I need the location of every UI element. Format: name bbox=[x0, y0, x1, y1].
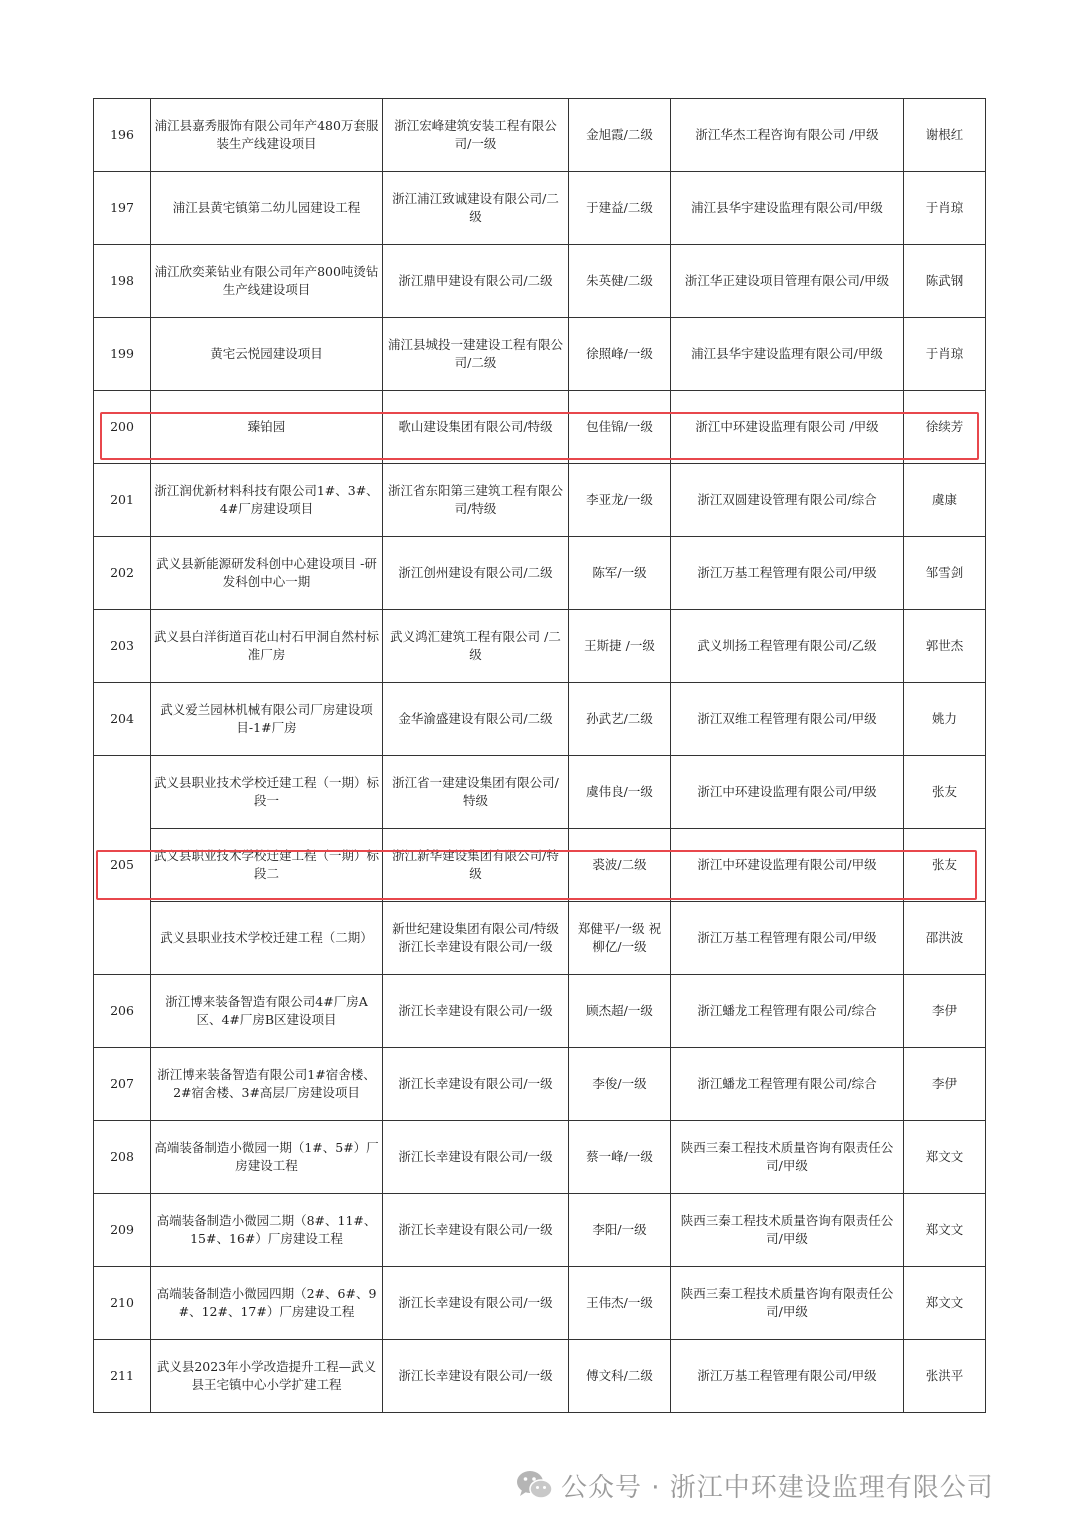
chief-supervisor: 李伊 bbox=[904, 975, 986, 1048]
chief-supervisor: 于肖琼 bbox=[904, 172, 986, 245]
table-row bbox=[94, 318, 986, 391]
project-manager: 郑健平/一级 祝柳亿/一级 bbox=[569, 902, 671, 975]
chief-supervisor: 邹雪剑 bbox=[904, 537, 986, 610]
row-number: 211 bbox=[94, 1340, 151, 1413]
project-name: 臻铂园 bbox=[151, 391, 383, 464]
chief-supervisor: 邵洪波 bbox=[904, 902, 986, 975]
contractor: 浙江长幸建设有限公司/一级 bbox=[383, 975, 569, 1048]
contractor: 浦江县城投一建建设工程有限公司/二级 bbox=[383, 318, 569, 391]
project-name: 武义县新能源研发科创中心建设项目 -研发科创中心一期 bbox=[151, 537, 383, 610]
chief-supervisor: 郑文文 bbox=[904, 1194, 986, 1267]
highlight-box-row-205-section-2 bbox=[96, 850, 977, 900]
watermark bbox=[515, 1462, 1055, 1508]
table-row bbox=[94, 1194, 986, 1267]
project-name: 武义县白洋街道百花山村石甲洞自然村标准厂房 bbox=[151, 610, 383, 683]
table-row bbox=[94, 610, 986, 683]
row-number: 207 bbox=[94, 1048, 151, 1121]
table-row bbox=[94, 464, 986, 537]
chief-supervisor: 张友 bbox=[904, 756, 986, 829]
chief-supervisor: 谢根红 bbox=[904, 99, 986, 172]
project-manager: 朱英健/二级 bbox=[569, 245, 671, 318]
supervision-company: 陕西三秦工程技术质量咨询有限责任公司/甲级 bbox=[671, 1194, 904, 1267]
contractor: 浙江宏峰建筑安装工程有限公司/一级 bbox=[383, 99, 569, 172]
row-number: 197 bbox=[94, 172, 151, 245]
project-manager: 王斯捷 /一级 bbox=[569, 610, 671, 683]
table-row bbox=[94, 756, 986, 829]
chief-supervisor: 郭世杰 bbox=[904, 610, 986, 683]
project-manager: 李俊/一级 bbox=[569, 1048, 671, 1121]
project-manager: 王伟杰/一级 bbox=[569, 1267, 671, 1340]
project-table bbox=[93, 98, 986, 1413]
project-manager: 虞伟良/一级 bbox=[569, 756, 671, 829]
row-number: 203 bbox=[94, 610, 151, 683]
project-manager: 陈军/一级 bbox=[569, 537, 671, 610]
supervision-company: 浙江中环建设监理有限公司/甲级 bbox=[671, 756, 904, 829]
table-row bbox=[94, 902, 986, 975]
supervision-company: 浙江中环建设监理有限公司/甲级 bbox=[671, 829, 904, 902]
supervision-company: 浙江万基工程管理有限公司/甲级 bbox=[671, 1340, 904, 1413]
table-row bbox=[94, 245, 986, 318]
supervision-company: 浙江华杰工程咨询有限公司 /甲级 bbox=[671, 99, 904, 172]
supervision-company: 浙江万基工程管理有限公司/甲级 bbox=[671, 537, 904, 610]
supervision-company: 陕西三秦工程技术质量咨询有限责任公司/甲级 bbox=[671, 1121, 904, 1194]
contractor: 武义鸿汇建筑工程有限公司 /二级 bbox=[383, 610, 569, 683]
contractor: 浙江长幸建设有限公司/一级 bbox=[383, 1048, 569, 1121]
contractor: 浙江省东阳第三建筑工程有限公司/特级 bbox=[383, 464, 569, 537]
row-number: 210 bbox=[94, 1267, 151, 1340]
project-name: 浦江县嘉秀服饰有限公司年产480万套服装生产线建设项目 bbox=[151, 99, 383, 172]
supervision-company: 武义圳扬工程管理有限公司/乙级 bbox=[671, 610, 904, 683]
contractor: 浙江浦江致诚建设有限公司/二级 bbox=[383, 172, 569, 245]
project-manager: 徐照峰/一级 bbox=[569, 318, 671, 391]
chief-supervisor: 陈武钢 bbox=[904, 245, 986, 318]
row-number: 205 bbox=[94, 756, 151, 975]
chief-supervisor: 徐续芳 bbox=[904, 391, 986, 464]
project-manager: 蔡一峰/一级 bbox=[569, 1121, 671, 1194]
chief-supervisor: 郑文文 bbox=[904, 1121, 986, 1194]
supervision-company: 浙江华正建设项目管理有限公司/甲级 bbox=[671, 245, 904, 318]
row-number: 200 bbox=[94, 391, 151, 464]
project-manager: 包佳锦/一级 bbox=[569, 391, 671, 464]
project-manager: 裘波/二级 bbox=[569, 829, 671, 902]
contractor: 新世纪建设集团有限公司/特级 浙江长幸建设有限公司/一级 bbox=[383, 902, 569, 975]
contractor: 浙江长幸建设有限公司/一级 bbox=[383, 1194, 569, 1267]
project-manager: 金旭霞/二级 bbox=[569, 99, 671, 172]
table-row bbox=[94, 683, 986, 756]
row-number: 204 bbox=[94, 683, 151, 756]
project-name: 高端装备制造小微园一期（1#、5#）厂房建设工程 bbox=[151, 1121, 383, 1194]
row-number: 199 bbox=[94, 318, 151, 391]
project-name: 高端装备制造小微园二期（8#、11#、15#、16#）厂房建设工程 bbox=[151, 1194, 383, 1267]
chief-supervisor: 姚力 bbox=[904, 683, 986, 756]
chief-supervisor: 于肖琼 bbox=[904, 318, 986, 391]
project-name: 黄宅云悦园建设项目 bbox=[151, 318, 383, 391]
chief-supervisor: 虞康 bbox=[904, 464, 986, 537]
contractor: 浙江鼎甲建设有限公司/二级 bbox=[383, 245, 569, 318]
project-name: 武义县职业技术学校迁建工程（一期）标段一 bbox=[151, 756, 383, 829]
supervision-company: 浦江县华宇建设监理有限公司/甲级 bbox=[671, 318, 904, 391]
table-row bbox=[94, 1340, 986, 1413]
supervision-company: 浙江双圆建设管理有限公司/综合 bbox=[671, 464, 904, 537]
project-manager: 顾杰超/一级 bbox=[569, 975, 671, 1048]
table-row bbox=[94, 172, 986, 245]
contractor: 浙江长幸建设有限公司/一级 bbox=[383, 1121, 569, 1194]
contractor: 歌山建设集团有限公司/特级 bbox=[383, 391, 569, 464]
project-manager: 孙武艺/二级 bbox=[569, 683, 671, 756]
project-name: 浙江博来装备智造有限公司1#宿舍楼、2#宿舍楼、3#高层厂房建设项目 bbox=[151, 1048, 383, 1121]
project-manager: 于建益/二级 bbox=[569, 172, 671, 245]
row-number: 206 bbox=[94, 975, 151, 1048]
row-number: 201 bbox=[94, 464, 151, 537]
supervision-company: 浙江蟠龙工程管理有限公司/综合 bbox=[671, 1048, 904, 1121]
project-name: 浙江润优新材料科技有限公司1#、3#、4#厂房建设项目 bbox=[151, 464, 383, 537]
project-name: 浙江博来装备智造有限公司4#厂房A区、4#厂房B区建设项目 bbox=[151, 975, 383, 1048]
contractor: 浙江新华建设集团有限公司/特级 bbox=[383, 829, 569, 902]
project-name: 武义爱兰园林机械有限公司厂房建设项目-1#厂房 bbox=[151, 683, 383, 756]
highlight-box-row-200 bbox=[100, 412, 979, 460]
supervision-company: 浙江蟠龙工程管理有限公司/综合 bbox=[671, 975, 904, 1048]
project-name: 浦江欣奕莱钻业有限公司年产800吨烫钻生产线建设项目 bbox=[151, 245, 383, 318]
chief-supervisor: 李伊 bbox=[904, 1048, 986, 1121]
project-name: 高端装备制造小微园四期（2#、6#、9#、12#、17#）厂房建设工程 bbox=[151, 1267, 383, 1340]
row-number: 198 bbox=[94, 245, 151, 318]
table-row bbox=[94, 1048, 986, 1121]
row-number: 209 bbox=[94, 1194, 151, 1267]
supervision-company: 浙江中环建设监理有限公司 /甲级 bbox=[671, 391, 904, 464]
project-manager: 李亚龙/一级 bbox=[569, 464, 671, 537]
contractor: 浙江省一建建设集团有限公司/特级 bbox=[383, 756, 569, 829]
table-row bbox=[94, 975, 986, 1048]
chief-supervisor: 张洪平 bbox=[904, 1340, 986, 1413]
row-number: 208 bbox=[94, 1121, 151, 1194]
supervision-company: 浦江县华宇建设监理有限公司/甲级 bbox=[671, 172, 904, 245]
table-row bbox=[94, 537, 986, 610]
supervision-company: 浙江万基工程管理有限公司/甲级 bbox=[671, 902, 904, 975]
table-row bbox=[94, 1121, 986, 1194]
project-manager: 李阳/一级 bbox=[569, 1194, 671, 1267]
table-row bbox=[94, 1267, 986, 1340]
supervision-company: 陕西三秦工程技术质量咨询有限责任公司/甲级 bbox=[671, 1267, 904, 1340]
chief-supervisor: 张友 bbox=[904, 829, 986, 902]
project-manager: 傅文科/二级 bbox=[569, 1340, 671, 1413]
contractor: 浙江创州建设有限公司/二级 bbox=[383, 537, 569, 610]
watermark-text: 公众号 · 浙江中环建设监理有限公司 bbox=[561, 1472, 994, 1503]
row-number: 196 bbox=[94, 99, 151, 172]
contractor: 金华渝盛建设有限公司/二级 bbox=[383, 683, 569, 756]
table-row bbox=[94, 99, 986, 172]
chief-supervisor: 郑文文 bbox=[904, 1267, 986, 1340]
project-name: 浦江县黄宅镇第二幼儿园建设工程 bbox=[151, 172, 383, 245]
contractor: 浙江长幸建设有限公司/一级 bbox=[383, 1267, 569, 1340]
supervision-company: 浙江双维工程管理有限公司/甲级 bbox=[671, 683, 904, 756]
project-name: 武义县职业技术学校迁建工程（二期） bbox=[151, 902, 383, 975]
project-name: 武义县职业技术学校迁建工程（一期）标段二 bbox=[151, 829, 383, 902]
contractor: 浙江长幸建设有限公司/一级 bbox=[383, 1340, 569, 1413]
row-number: 202 bbox=[94, 537, 151, 610]
wechat-icon bbox=[515, 1468, 555, 1502]
project-name: 武义县2023年小学改造提升工程—武义县王宅镇中心小学扩建工程 bbox=[151, 1340, 383, 1413]
